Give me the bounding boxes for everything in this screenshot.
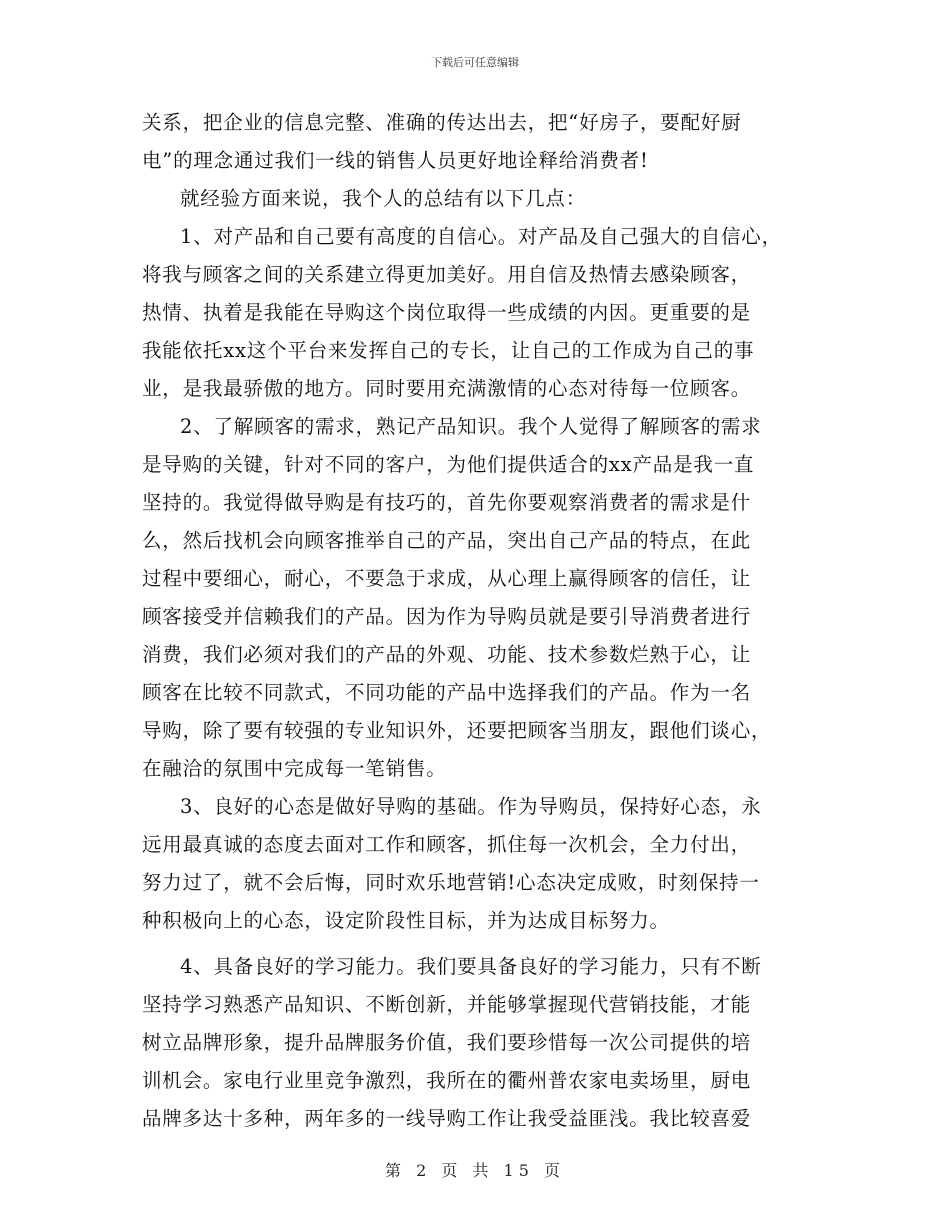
text-line: 将我与顾客之间的关系建立得更加美好。用自信及热情去感染顾客， [142, 263, 752, 286]
text-line: 么，然后找机会向顾客推举自己的产品，突出自己产品的特点，在此 [142, 529, 752, 552]
text-line: 消费，我们必须对我们的产品的外观、功能、技术参数烂熟于心，让 [142, 643, 752, 666]
text-line: 顾客在比较不同款式，不同功能的产品中选择我们的产品。作为一名 [142, 681, 752, 704]
text-line: 电”的理念通过我们一线的销售人员更好地诠释给消费者! [142, 149, 649, 172]
document-body [142, 104, 814, 1138]
text-line: 就经验方面来说，我个人的总结有以下几点： [180, 187, 587, 210]
text-line: 我能依托xx这个平台来发挥自己的专长，让自己的工作成为自己的事 [142, 339, 755, 362]
text-line: 顾客接受并信赖我们的产品。因为作为导购员就是要引导消费者进行 [142, 605, 752, 628]
text-line: 努力过了，就不会后悔，同时欢乐地营销!心态决定成败，时刻保持一 [142, 871, 760, 894]
text-line: 坚持学习熟悉产品知识、不断创新，并能够掌握现代营销技能，才能 [142, 993, 752, 1016]
text-line: 种积极向上的心态，设定阶段性目标，并为达成目标努力。 [142, 909, 670, 932]
text-line: 远用最真诚的态度去面对工作和顾客，抓住每一次机会，全力付出， [142, 833, 752, 856]
text-line: 3、良好的心态是做好导购的基础。作为导购员，保持好心态，永 [180, 795, 762, 818]
text-line: 品牌多达十多种，两年多的一线导购工作让我受益匪浅。我比较喜爱 [142, 1107, 752, 1130]
page-number: 第 2 页 共 15 页 [385, 1161, 565, 1180]
text-line: 坚持的。我觉得做导购是有技巧的，首先你要观察消费者的需求是什 [142, 491, 752, 514]
text-line: 树立品牌形象，提升品牌服务价值，我们要珍惜每一次公司提供的培 [142, 1031, 752, 1054]
text-line: 业，是我最骄傲的地方。同时要用充满激情的心态对待每一位顾客。 [142, 377, 752, 400]
text-line: 是导购的关键，针对不同的客户，为他们提供适合的xx产品是我一直 [142, 453, 755, 476]
text-line: 在融洽的氛围中完成每一笔销售。 [142, 757, 447, 780]
text-line: 4、具备良好的学习能力。我们要具备良好的学习能力，只有不断 [180, 955, 762, 978]
text-line: 热情、执着是我能在导购这个岗位取得一些成绩的内因。更重要的是 [142, 301, 752, 324]
page-header: 下载后可任意编辑 [431, 56, 519, 69]
text-line: 训机会。家电行业里竞争激烈，我所在的衢州普农家电卖场里，厨电 [142, 1069, 752, 1092]
text-line: 2、了解顾客的需求，熟记产品知识。我个人觉得了解顾客的需求 [180, 415, 762, 438]
text-line: 关系，把企业的信息完整、准确的传达出去，把“好房子，要配好厨 [142, 111, 742, 134]
text-line: 导购，除了要有较强的专业知识外，还要把顾客当朋友，跟他们谈心， [142, 719, 772, 742]
text-line: 过程中要细心，耐心，不要急于求成，从心理上赢得顾客的信任，让 [142, 567, 752, 590]
text-line: 1、对产品和自己要有高度的自信心。对产品及自己强大的自信心， [180, 225, 782, 248]
